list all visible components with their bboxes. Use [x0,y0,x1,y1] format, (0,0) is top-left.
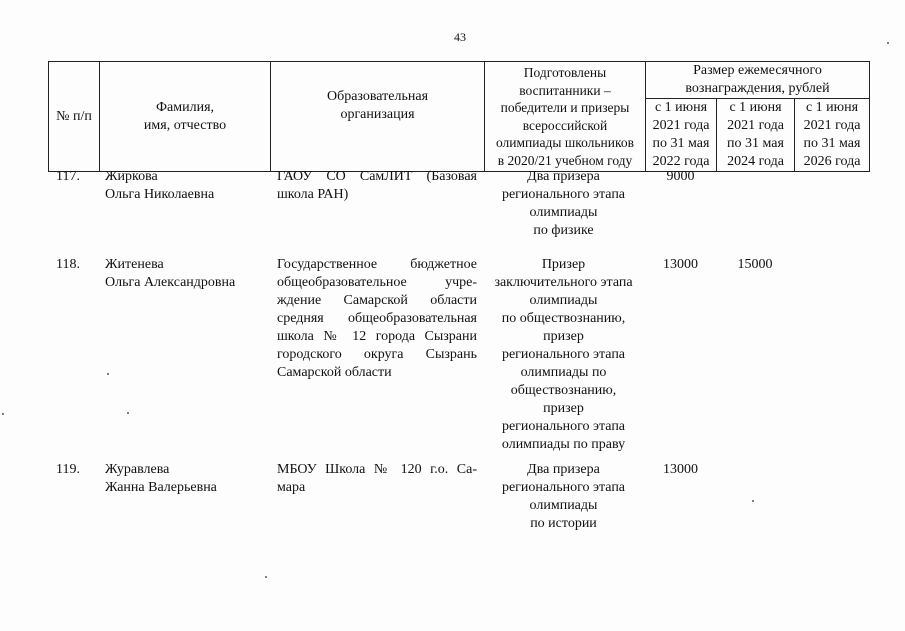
header-org: Образовательная организация [271,62,485,172]
row-achievement: Призер заключительного этапа олимпиады по обществознанию, призер регионального этапа олимпиады по обществознанию, призер регионального этапа олимпиады по праву [494,257,633,452]
row-name: Житенева Ольга Александровна [105,257,236,290]
row-reward-2022: 13000 [663,462,698,477]
row-number: 117. [56,169,80,184]
row-reward-2022: 9000 [666,169,695,184]
scan-speck [887,42,889,44]
header-prepared: Подготовлены воспитанники – победители и призеры всероссийской олимпиады школьников в 2020/21 учебном году [485,62,646,172]
row-name: Жиркова Ольга Николаевна [105,169,215,202]
row-number: 119. [56,462,80,477]
scan-speck [265,576,267,578]
row-achievement: Два призера регионального этапа олимпиады по физике [501,169,626,238]
page-number: 43 [454,30,466,44]
header-period-2026: с 1 июня 2021 года по 31 мая 2026 года [795,99,870,172]
row-name: Журавлева Жанна Валерьевна [105,462,217,495]
scan-speck [127,412,129,414]
row-organization: ГАОУ СО СамЛИТ (Базовая школа РАН) [277,169,477,202]
row-organization: Государственное бюджетное общеобразовательное учре- ждение Самарской области средняя общеобразовательная школа № 12 города Сызрани городского округа Сызрань Самарской области [277,257,477,380]
row-organization: МБОУ Школа № 120 г.о. Са- мара [277,462,477,495]
row-reward-2024: 15000 [737,257,773,272]
scan-speck [107,373,109,375]
row-reward-2022: 13000 [663,257,698,272]
header-name: Фамилия, имя, отчество [100,62,271,172]
header-num: № п/п [49,62,100,172]
row-number: 118. [56,257,80,272]
scan-speck [2,413,4,415]
row-achievement: Два призера регионального этапа олимпиады по истории [501,462,626,531]
header-reward: Размер ежемесячного вознаграждения, рублей [646,62,870,99]
scan-speck [752,500,754,502]
header-period-2022: с 1 июня 2021 года по 31 мая 2022 года [646,99,717,172]
table-header [48,61,870,172]
header-period-2024: с 1 июня 2021 года по 31 мая 2024 года [717,99,795,172]
